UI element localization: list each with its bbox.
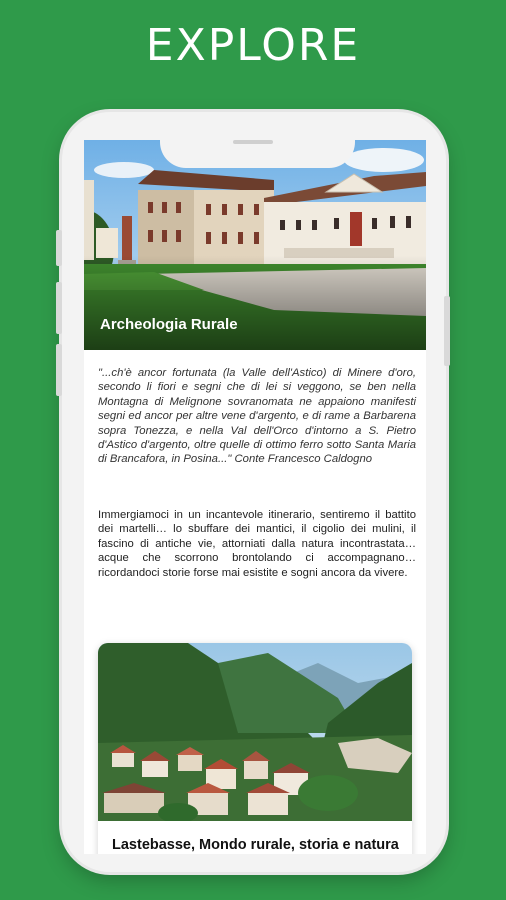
hero-title: Archeologia Rurale [100, 316, 238, 333]
article-card[interactable] [98, 643, 412, 854]
article-body: Immergiamoci in un incantevole itinerario, sentiremo il battito dei martelli… lo sbuffare dei mantici, il cigolio dei mulini, il fascino di antiche vie, attorniati dalla natura incontrastata… acque che scorrono brontolando ci accompagnano… ricordandoci storie forse mai esistite e sogni ancora da vivere. [98, 509, 416, 579]
valley-photo [98, 643, 412, 821]
app-screen [84, 140, 426, 854]
phone-side-button [56, 282, 62, 334]
phone-side-button [56, 344, 62, 396]
headline: EXPLORE [145, 20, 361, 71]
article-quote: "...ch'è ancor fortunata (la Valle dell'Astico) di Minere d'oro, secondo li fiori e segni che di lei si veggono, se ben nella Montagna di Melignone sovranomata ne appaiono manifesti segni ed ancor per altre vene d'argento, e di rame a Barbarena sopra Tonezza, e nella Val dell'Orco d'intorno a S. Pietro d'Astico d'argento, oltre quelle di ottimo ferro sotto Santa Maria di Brancafora, in Posina..." Conte Francesco Caldogno [98, 367, 416, 466]
card-title: Lastebasse, Mondo rurale, storia e natura [112, 837, 399, 853]
phone-side-button [444, 296, 450, 366]
hero-image-villa[interactable] [84, 140, 426, 350]
phone-speaker [233, 140, 273, 144]
phone-side-button [56, 230, 62, 266]
